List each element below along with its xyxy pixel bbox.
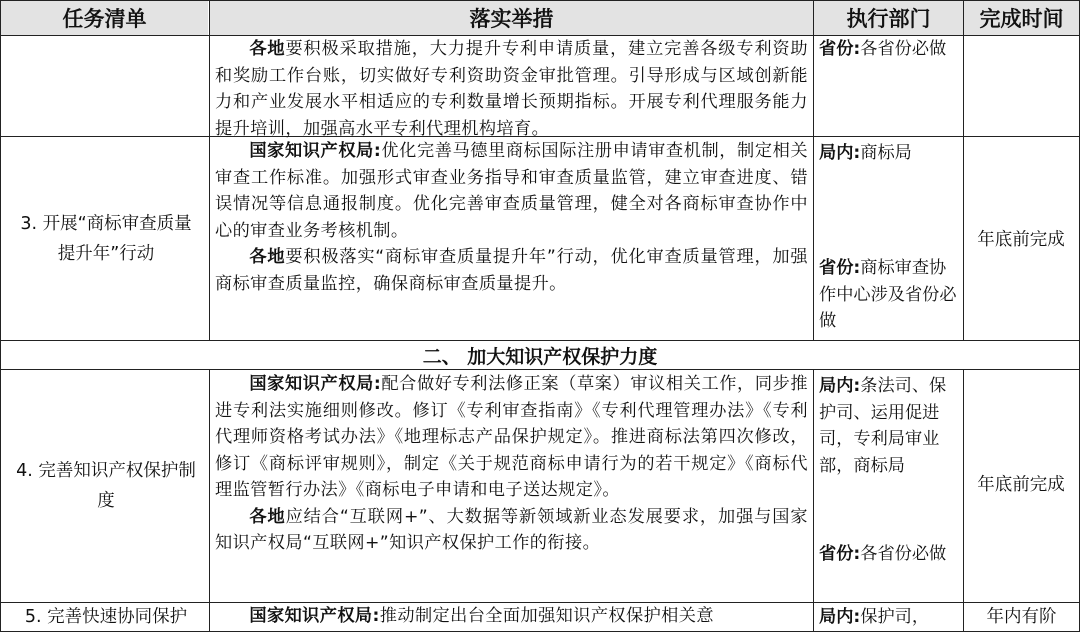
- measure-lead: 各地: [249, 247, 286, 267]
- measure-text: 推动制定出台全面加强知识产权保护相关意: [379, 606, 714, 626]
- col-divider: [209, 369, 210, 632]
- measure-paragraph: [215, 36, 808, 142]
- col-divider: [813, 0, 814, 341]
- measure-text: 配合做好专利法修正案（草案）审议相关工作，同步推进专利法实施细则修改。修订《专利审查指南》《专利代理管理办法》《专利代理师资格考试办法》《地理标志产品保护规定》。推进商标法第四次修改，修订《商标评审规则》，制定《关于规范商标申请行为的若干规定》《商标代理监管暂行办法》《商标电子申请和电子送达规定》。: [215, 374, 809, 500]
- measure-text: 应结合“互联网+”、大数据等新领域新业态发展要求，加强与国家知识产权局“互联网+”知识产权保护工作的衔接。: [215, 506, 808, 553]
- dept-entry: [819, 541, 959, 568]
- measure-text: 要积极采取措施，大力提升专利申请质量，建立完善各级专利资助和奖励工作台账，切实做好专利资助资金审批管理。引导形成与区域创新能力和产业发展水平相适应的专利数量增长预期指标。开展专利代理服务能力提升培训，加强高水平专利代理机构培育。: [215, 39, 808, 139]
- row5-dept-1: [819, 604, 959, 631]
- measure-text: 优化完善马德里商标国际注册申请审查机制，制定相关审查工作标准。加强形式审查业务指导和审查质量监管，建立审查进度、错误情况等信息通报制度。优化完善审查质量管理，健全对各商标审查协作中心的审查业务考核机制。: [215, 141, 809, 241]
- row-divider: [0, 0, 1080, 1]
- dept-label: 省份:: [819, 258, 861, 278]
- dept-entry: [819, 140, 959, 167]
- dept-entry: [819, 373, 959, 479]
- dept-text: 商标审查协作中心涉及省份必做: [819, 258, 957, 331]
- measure-paragraph: [215, 504, 808, 557]
- dept-text: 商标局: [860, 143, 912, 163]
- dept-label: 局内:: [819, 143, 861, 163]
- dept-label: 局内:: [819, 607, 861, 627]
- row5-time: 年内有阶: [986, 607, 1057, 627]
- measure-lead: 国家知识产权局:: [249, 141, 382, 161]
- row4-time: 年底前完成: [977, 475, 1065, 495]
- row4-measure: [215, 371, 808, 557]
- header-measure: 落实举措: [210, 0, 813, 36]
- measure-paragraph: [215, 371, 808, 504]
- dept-entry: [819, 604, 959, 631]
- row5-task: 5. 完善快速协同保护: [24, 607, 188, 627]
- col-divider: [963, 0, 964, 341]
- measure-lead: 国家知识产权局:: [249, 606, 380, 626]
- dept-label: 省份:: [819, 544, 861, 564]
- row4-task: 4. 完善知识产权保护制度: [16, 461, 196, 511]
- row-cont-measure: [215, 36, 808, 142]
- measure-lead: 各地: [249, 506, 286, 527]
- col-divider: [209, 0, 210, 341]
- dept-entry: [819, 255, 959, 335]
- header-time: 完成时间: [964, 0, 1079, 36]
- col-divider: [963, 369, 964, 632]
- measure-paragraph: [215, 244, 808, 297]
- measure-paragraph: [215, 603, 808, 630]
- header-dept: 执行部门: [814, 0, 963, 36]
- row5-measure: [215, 603, 808, 631]
- dept-text: 条法司、保护司、运用促进司，专利局审业部，商标局: [819, 376, 947, 476]
- measure-lead: 各地: [249, 39, 286, 59]
- measure-lead: 国家知识产权局:: [249, 374, 382, 394]
- dept-label: 省份:: [819, 39, 861, 59]
- col-divider: [0, 0, 1, 632]
- dept-text: 各省份必做: [860, 544, 947, 564]
- dept-entry: [819, 36, 959, 63]
- measure-text: 要积极落实“商标审查质量提升年”行动，优化审查质量管理，加强商标审查质量监控，确保商标审查质量提升。: [215, 247, 808, 294]
- dept-label: 局内:: [819, 376, 861, 396]
- row3-dept-2: [819, 255, 959, 335]
- row3-time: 年底前完成: [977, 230, 1065, 250]
- dept-text: 各省份必做: [860, 39, 947, 59]
- header-task: 任务清单: [1, 0, 208, 36]
- row4-dept-1: [819, 373, 959, 479]
- row4-dept-2: [819, 541, 959, 568]
- row3-task: 3. 开展“商标审查质量提升年”行动: [20, 213, 192, 264]
- row-cont-dept: [819, 36, 959, 63]
- row3-measure: [215, 138, 808, 297]
- dept-text: 保护司，: [860, 607, 930, 627]
- row3-dept-1: [819, 140, 959, 167]
- measure-paragraph: [215, 138, 808, 244]
- section-title: 二、 加大知识产权保护力度: [422, 345, 658, 368]
- col-divider: [813, 369, 814, 632]
